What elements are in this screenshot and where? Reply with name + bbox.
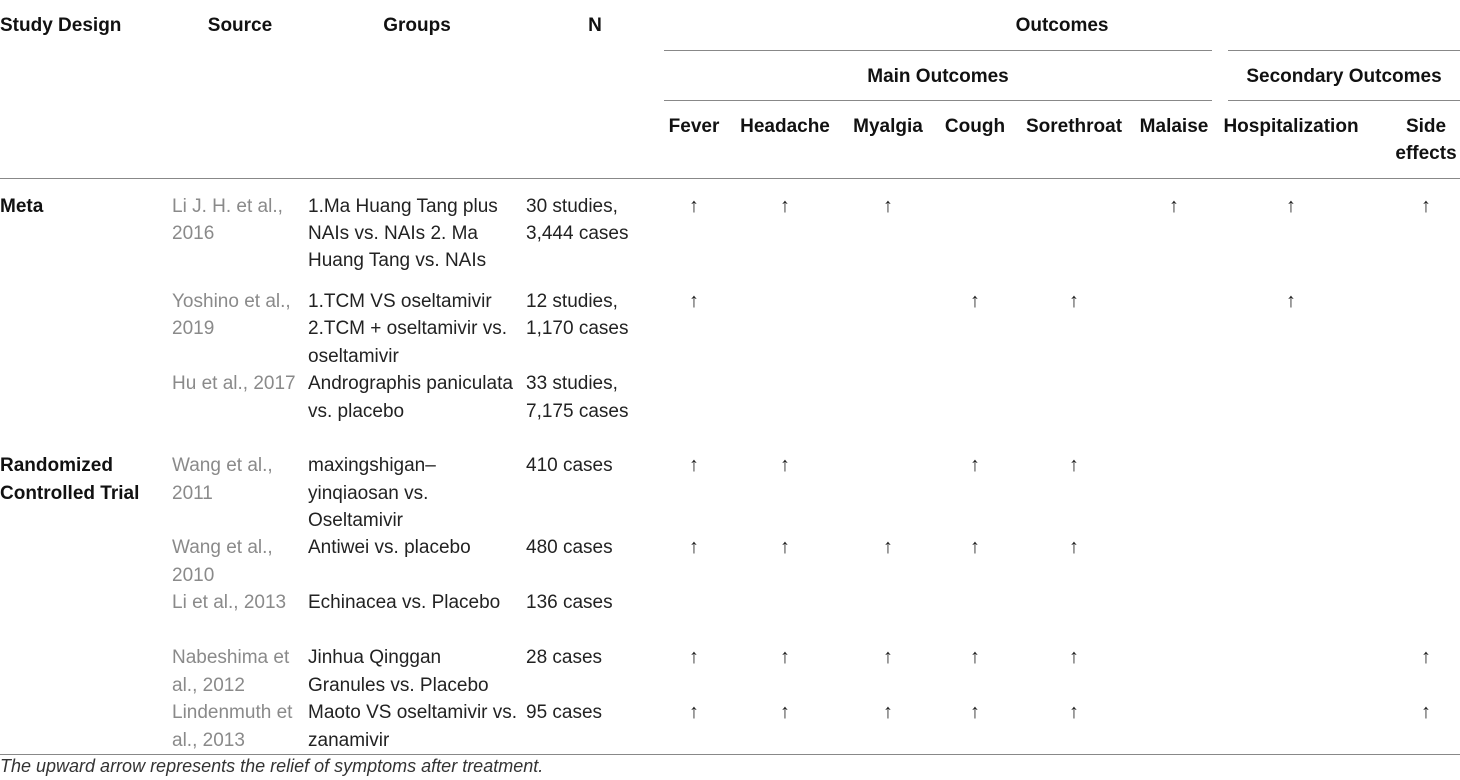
up-arrow-icon: ↑ bbox=[970, 454, 980, 477]
up-arrow-icon: ↑ bbox=[970, 646, 980, 669]
up-arrow-icon: ↑ bbox=[1421, 194, 1432, 217]
header-study-design: Study Design bbox=[0, 15, 122, 36]
cell-empty bbox=[1220, 370, 1362, 452]
cell-empty bbox=[724, 288, 846, 370]
cell-n: 410 cases bbox=[526, 455, 613, 477]
header-groups: Groups bbox=[383, 15, 451, 36]
up-arrow-icon: ↑ bbox=[1069, 701, 1079, 724]
cell-n: 136 cases bbox=[526, 592, 613, 614]
cell-empty bbox=[1362, 288, 1460, 370]
header-myalgia: Myalgia bbox=[853, 115, 923, 137]
up-arrow-icon: ↑ bbox=[1421, 701, 1432, 724]
up-arrow-icon: ↑ bbox=[970, 290, 980, 312]
header-malaise: Malaise bbox=[1139, 115, 1209, 137]
cell-empty bbox=[1128, 589, 1220, 644]
cell-groups: Andrographis paniculata vs. placebo bbox=[308, 373, 513, 422]
cell-empty bbox=[1220, 699, 1362, 754]
table-row bbox=[0, 370, 1460, 452]
cell-study-design: Randomized Controlled Trial bbox=[0, 455, 140, 504]
up-arrow-icon: ↑ bbox=[1069, 290, 1079, 312]
cell-empty bbox=[1362, 370, 1460, 452]
cell-source: Li et al., 2013 bbox=[172, 592, 287, 614]
cell-empty bbox=[1220, 534, 1362, 589]
cell-study-design bbox=[0, 644, 172, 699]
cell-empty bbox=[1362, 589, 1460, 644]
cell-source: Nabeshima et al., 2012 bbox=[172, 647, 290, 696]
cell-empty bbox=[1128, 699, 1220, 754]
up-arrow-icon: ↑ bbox=[1286, 194, 1296, 217]
cell-source: Yoshino et al., 2019 bbox=[172, 291, 291, 340]
cell-empty bbox=[846, 288, 930, 370]
up-arrow-icon: ↑ bbox=[1421, 646, 1432, 669]
header-side-effects: Side effects bbox=[1395, 115, 1457, 164]
up-arrow-icon: ↑ bbox=[780, 701, 790, 724]
cell-groups: Echinacea vs. Placebo bbox=[308, 592, 501, 614]
cell-n: 33 studies, 7,175 cases bbox=[526, 373, 629, 422]
up-arrow-icon: ↑ bbox=[883, 194, 893, 217]
cell-groups: Antiwei vs. placebo bbox=[308, 537, 471, 559]
cell-groups: 1.TCM VS oseltamivir 2.TCM + oseltamivir vs. oseltamivir bbox=[308, 291, 508, 367]
up-arrow-icon: ↑ bbox=[1286, 290, 1296, 312]
table-row bbox=[0, 534, 1460, 589]
cell-n: 28 cases bbox=[526, 647, 603, 669]
cell-empty bbox=[846, 452, 930, 534]
up-arrow-icon: ↑ bbox=[780, 454, 790, 477]
up-arrow-icon: ↑ bbox=[689, 290, 699, 312]
cell-source: Li J. H. et al., 2016 bbox=[172, 195, 283, 244]
up-arrow-icon: ↑ bbox=[780, 194, 790, 217]
cell-empty bbox=[1020, 589, 1128, 644]
cell-empty bbox=[930, 370, 1020, 452]
cell-empty bbox=[664, 370, 724, 452]
cell-groups: maxingshigan–yinqiaosan vs. Oseltamivir bbox=[308, 455, 436, 532]
cell-n: 12 studies, 1,170 cases bbox=[526, 291, 629, 340]
up-arrow-icon: ↑ bbox=[1169, 194, 1179, 217]
up-arrow-icon: ↑ bbox=[689, 536, 699, 559]
cell-empty bbox=[664, 589, 724, 644]
cell-empty bbox=[1220, 644, 1362, 699]
cell-study-design bbox=[0, 288, 172, 370]
cell-source: Hu et al., 2017 bbox=[172, 373, 296, 395]
cell-source: Wang et al., 2011 bbox=[172, 455, 273, 504]
cell-empty bbox=[1128, 288, 1220, 370]
table-header bbox=[0, 0, 1460, 178]
footnote: The upward arrow represents the relief of symptoms after treatment. bbox=[0, 756, 544, 776]
cell-empty bbox=[724, 589, 846, 644]
up-arrow-icon: ↑ bbox=[1069, 646, 1079, 669]
header-fever: Fever bbox=[668, 115, 720, 137]
up-arrow-icon: ↑ bbox=[689, 701, 699, 724]
up-arrow-icon: ↑ bbox=[970, 536, 980, 559]
cell-empty bbox=[1020, 178, 1128, 288]
cell-empty bbox=[1362, 452, 1460, 534]
header-hospitalization: Hospitalization bbox=[1223, 115, 1359, 137]
cell-empty bbox=[1128, 644, 1220, 699]
cell-empty bbox=[724, 370, 846, 452]
up-arrow-icon: ↑ bbox=[689, 454, 699, 477]
cell-empty bbox=[846, 589, 930, 644]
table-row bbox=[0, 699, 1460, 754]
cell-empty bbox=[1020, 370, 1128, 452]
cell-source: Wang et al., 2010 bbox=[172, 537, 273, 586]
table-row bbox=[0, 288, 1460, 370]
header-secondary-outcomes: Secondary Outcomes bbox=[1220, 50, 1460, 100]
cell-empty bbox=[930, 589, 1020, 644]
up-arrow-icon: ↑ bbox=[1069, 536, 1079, 559]
up-arrow-icon: ↑ bbox=[883, 536, 893, 559]
cell-study-design: Meta bbox=[0, 195, 44, 217]
header-n: N bbox=[588, 15, 602, 36]
cell-groups: Jinhua Qinggan Granules vs. Placebo bbox=[308, 647, 489, 696]
cell-empty bbox=[1128, 370, 1220, 452]
cell-empty bbox=[1220, 452, 1362, 534]
cell-groups: 1.Ma Huang Tang plus NAIs vs. NAIs 2. Ma Huang Tang vs. NAIs bbox=[308, 195, 498, 272]
cell-empty bbox=[1128, 534, 1220, 589]
table-row bbox=[0, 178, 1460, 288]
cell-empty bbox=[1362, 534, 1460, 589]
up-arrow-icon: ↑ bbox=[970, 701, 980, 724]
cell-empty bbox=[1220, 589, 1362, 644]
cell-empty bbox=[1128, 452, 1220, 534]
cell-groups: Maoto VS oseltamivir vs. zanamivir bbox=[308, 702, 518, 751]
table-body bbox=[0, 178, 1460, 755]
cell-n: 480 cases bbox=[526, 537, 613, 559]
up-arrow-icon: ↑ bbox=[1069, 454, 1079, 477]
up-arrow-icon: ↑ bbox=[883, 701, 893, 724]
header-headache: Headache bbox=[740, 115, 830, 137]
table-row bbox=[0, 644, 1460, 699]
header-cough: Cough bbox=[944, 115, 1006, 137]
cell-n: 30 studies, 3,444 cases bbox=[526, 195, 629, 244]
cell-source: Lindenmuth et al., 2013 bbox=[172, 702, 293, 751]
header-sorethroat: Sorethroat bbox=[1025, 115, 1123, 137]
cell-study-design bbox=[0, 370, 172, 452]
cell-empty bbox=[930, 178, 1020, 288]
table-row bbox=[0, 452, 1460, 534]
up-arrow-icon: ↑ bbox=[689, 646, 699, 669]
table-row bbox=[0, 589, 1460, 644]
up-arrow-icon: ↑ bbox=[689, 194, 699, 217]
up-arrow-icon: ↑ bbox=[780, 646, 790, 669]
cell-study-design bbox=[0, 589, 172, 644]
up-arrow-icon: ↑ bbox=[780, 536, 790, 559]
cell-empty bbox=[846, 370, 930, 452]
header-outcomes: Outcomes bbox=[664, 0, 1460, 50]
cell-study-design bbox=[0, 534, 172, 589]
up-arrow-icon: ↑ bbox=[883, 646, 893, 669]
header-main-outcomes: Main Outcomes bbox=[664, 50, 1220, 100]
cell-n: 95 cases bbox=[526, 702, 603, 724]
header-source: Source bbox=[207, 15, 273, 36]
cell-study-design bbox=[0, 699, 172, 754]
